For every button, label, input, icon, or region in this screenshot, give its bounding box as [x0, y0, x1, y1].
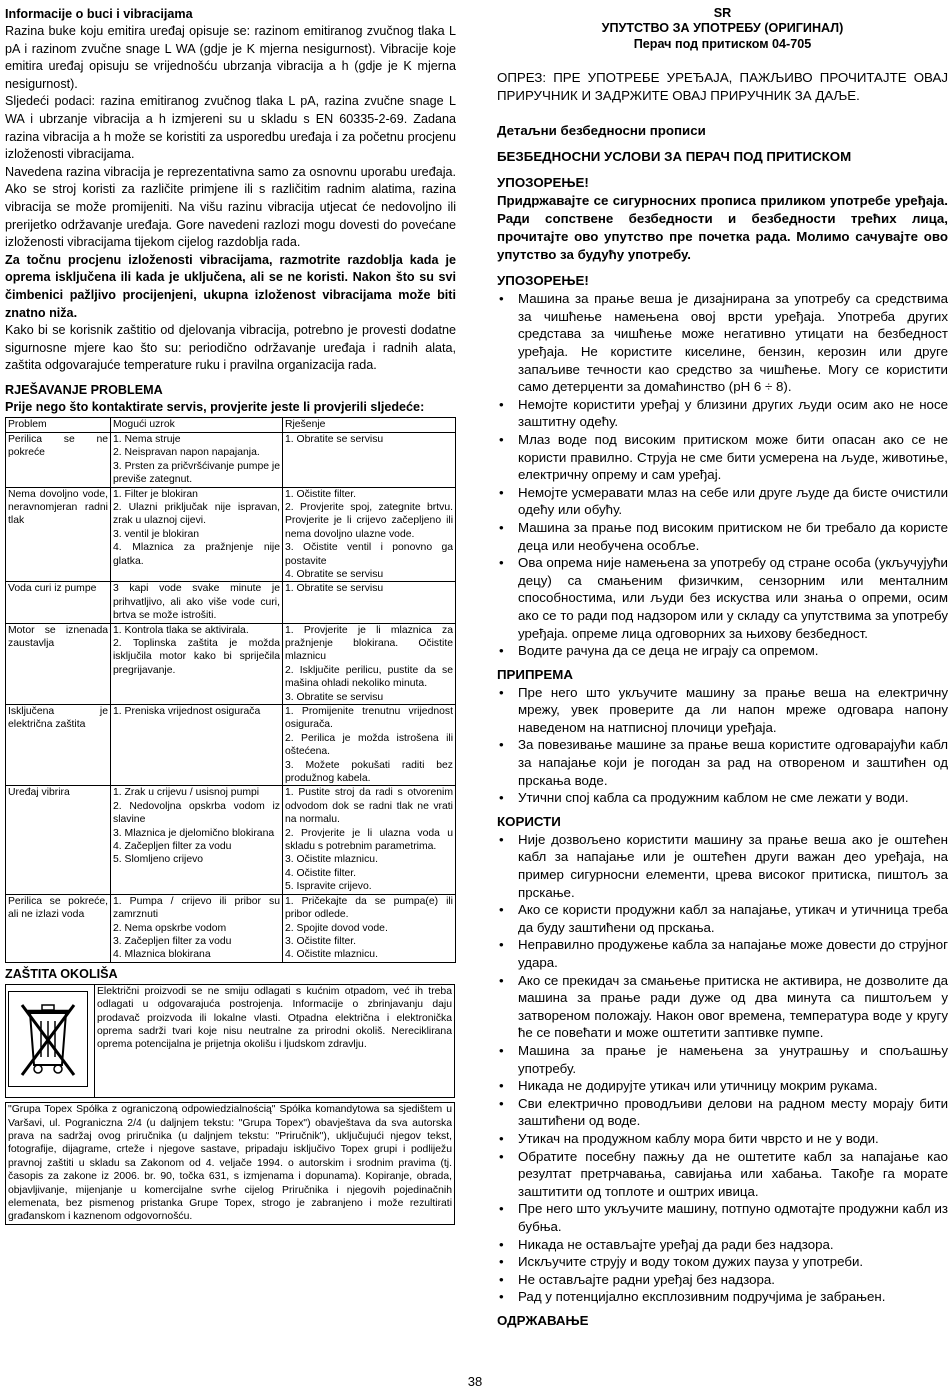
list-item: • Неправилно продужење кабла за напајање може довести до струјног удара.: [497, 936, 948, 971]
list-item: • Никада не додирујте утикач или утичницу мокрим рукама.: [497, 1077, 948, 1095]
cause-line: 1. Nema struje: [113, 433, 181, 445]
table-row: [6, 487, 456, 582]
table-row: [6, 432, 456, 487]
cause-line: 2. Neispravan napon napajanja.: [113, 447, 260, 459]
problem-cell: Perilica se pokreće, ali ne izlazi voda: [6, 894, 111, 962]
use-title: КОРИСТИ: [497, 813, 561, 829]
solution-line: 3. Očistite ventil i ponovno ga postavite: [285, 542, 453, 567]
manual-title: УПУТСТВО ЗА УПОТРЕБУ (ОРИГИНАЛ): [601, 21, 844, 36]
cause-line: 1. Zrak u crijevu / usisnoj pumpi: [113, 787, 260, 799]
header-problem: Problem: [6, 418, 111, 432]
problem-cell: Nema dovoljno vode, neravnomjeran radni tlak: [6, 487, 111, 582]
solution-cell: [283, 487, 456, 582]
solution-cell: [283, 432, 456, 487]
environment-table: [5, 984, 455, 1098]
noise-paragraph-4: Za točnu procjenu izloženosti vibracijama, razmotrite razdoblja kada je oprema isključena ili kada je uključena, ali se ne koristi. Nakon što su svi čimbenici pažljivo procijenjeni, ukupna izloženost vibracijama može biti znatno niža.: [5, 252, 456, 320]
table-row: [6, 582, 456, 623]
cause-cell: [111, 894, 283, 962]
list-item: • Машина за прање под високим притиском не би требало да користе деца или необучена особље.: [497, 519, 948, 554]
list-item: • Пре него што укључите машину, потпуно одмотајте продужни кабл из бубња.: [497, 1200, 948, 1235]
list-item: • Водите рачуна да се деца не играју са опремом.: [497, 642, 948, 660]
problem-cell: Perilica se ne pokreće: [6, 432, 111, 487]
cause-line: 1. Filter je blokiran: [113, 488, 198, 500]
cause-line: 3. Začepljen filter za vodu: [113, 935, 232, 947]
cause-line: 5. Slomljeno crijevo: [113, 854, 204, 866]
list-item: • Никада не остављајте уређај да ради без надзора.: [497, 1236, 948, 1254]
product-subtitle: Перач под притиском 04-705: [633, 36, 812, 51]
cause-cell: [111, 487, 283, 582]
list-item: • Сви електрично проводљиви делови на радном месту морају бити заштићени од воде.: [497, 1095, 948, 1130]
noise-title: Informacije o buci i vibracijama: [5, 7, 193, 21]
maintenance-title: ОДРЖАВАЊЕ: [497, 1312, 589, 1328]
list-item: • Машина за прање је намењена за унутрашњу и спољашњу употребу.: [497, 1042, 948, 1077]
list-item: • Немојте усмеравати млаз на себе или друге људе да бисте очистили одећу или обућу.: [497, 484, 948, 519]
solution-cell: [283, 786, 456, 894]
right-column: [497, 6, 948, 1330]
list-item: • Обратите посебну пажњу да не оштетите кабл за напајање као резултат претрчавања, савијања или хабања. Такође га морате заштитити од топлоте и оштрих ивица.: [497, 1148, 948, 1201]
list-item: • Млаз воде под високим притиском може бити опасан ако се не користи правилно. Струја не сме бити усмерена на људе, животиње, електричну опрему и сам уређај.: [497, 431, 948, 484]
problem-cell: Motor se iznenada zaustavlja: [6, 623, 111, 704]
cause-line: 3. Prsten za pričvršćivanje pumpe je previše zategnut.: [113, 460, 280, 486]
solution-line: 1. Pustite stroj da radi s otvorenim odvodom dok se radni tlak ne vrati na normalu.: [285, 787, 453, 826]
preparation-list: [497, 684, 948, 807]
solution-line: 1. Obratite se servisu: [285, 433, 384, 445]
left-column: [5, 6, 456, 1225]
list-item: • Не остављајте радни уређај без надзора.: [497, 1271, 948, 1289]
troubleshooting-intro: Prije nego što kontaktirate servis, provjerite jeste li provjerili sljedeće:: [5, 399, 425, 414]
list-item: • Машина за прање веша је дизајнирана за употребу са средствима за чишћење намењена овој врсти уређаја. Употреба других средстава за чишћење може негативно утицати на безбедност уређаја. Не користите киселине, бензин, керозин или друге запаљиве течности као средство за чишћење. Могу се користити само детерџенти за домаћинство (pH 6 ÷ 8).: [497, 290, 948, 396]
solution-line: 2. Perilica je možda istrošena ili oštećena.: [285, 732, 453, 758]
list-item: • Ако се користи продужни кабл за напајање, утикач и утичница треба да буду заштићени од прскања.: [497, 901, 948, 936]
cause-line: 1. Pumpa / crijevo ili pribor su zamrznuti: [113, 895, 280, 921]
cause-line: 2. Ulazni priključak nije ispravan, zrak u ulaznoj cijevi.: [113, 501, 280, 527]
cause-line: 3. Mlaznica je djelomično blokirana: [113, 827, 275, 839]
noise-paragraph-2: Sljedeći podaci: razina emitiranog zvučnog tlaka L pA, razina zvučne snage L WA i ubrzanje vibracija a h izmjereni su u skladu s EN 60335-2-69. Zadana razina vibracija a h može se koristiti za usporedbu uređaja i za početnu procjenu izloženosti vibracijama.: [5, 94, 456, 162]
cause-line: 2. Toplinska zaštita je možda isključila motor kako bi spriječila pregrijavanje.: [113, 637, 280, 676]
cause-line: 4. Mlaznica za pražnjenje nije glatka.: [113, 542, 280, 567]
solution-line: 1. Provjerite je li mlaznica za pražnjenje blokirana. Očistite mlaznicu: [285, 624, 453, 663]
solution-line: 2. Spojite dovod vode.: [285, 922, 388, 934]
safety-title: БЕЗБЕДНОСНИ УСЛОВИ ЗА ПЕРАЧ ПОД ПРИТИСКОМ: [497, 149, 852, 165]
troubleshooting-table: [5, 417, 456, 962]
cause-cell: [111, 786, 283, 894]
solution-line: 4. Očistite filter.: [285, 867, 357, 879]
list-item: • Рад у потенцијално експлозивним подручјима је забрањен.: [497, 1288, 948, 1306]
solution-line: 2. Isključite perilicu, pustite da se mašina ohladi nekoliko minuta.: [285, 664, 453, 690]
cause-line: 1. Preniska vrijednost osigurača: [113, 706, 261, 717]
problem-cell: Isključena je električna zaštita: [6, 705, 111, 786]
cause-line: 3. ventil je blokiran: [113, 528, 200, 540]
solution-line: 3. Obratite se servisu: [285, 691, 384, 703]
list-item: • Утични спој кабла са продужним каблом не сме лежати у води.: [497, 789, 948, 807]
solution-line: 3. Očistite mlaznicu.: [285, 854, 378, 866]
detailed-rules-heading: Детаљни безбедносни прописи: [497, 123, 706, 139]
cause-line: 3 kapi vode svake minute je prihvatljivo, ali ako više vode curi, brtva se može istrošiti.: [113, 583, 280, 622]
cause-line: 2. Nema opskrbe vodom: [113, 922, 227, 934]
list-item: • Ова опрема није намењена за употребу од стране особа (укључујући децу) са смањеним физичким, сензорним или менталним способностима, или људи без искуства или знања о опреми, осим ако се то ради под надзором или у складу са упутствима за употребу уређаја. опреме лица одговорних за њихову безбедност.: [497, 554, 948, 642]
crossed-bin-icon: [8, 991, 88, 1087]
list-item: • Пре него што укључите машину за прање веша на електричну мрежу, увек проверите да ли напон мреже одговара напону наведеном на натписној плочици уређаја.: [497, 684, 948, 737]
use-list: [497, 831, 948, 1306]
header-cause: Mogući uzrok: [111, 418, 283, 432]
solution-line: 4. Očistite mlaznicu.: [285, 949, 378, 961]
solution-line: 3. Očistite filter.: [285, 935, 357, 947]
troubleshooting-title: RJEŠAVANJE PROBLEMA: [5, 382, 163, 397]
environment-title: ZAŠTITA OKOLIŠA: [5, 966, 118, 981]
warning-2-title: УПОЗОРЕЊЕ!: [497, 273, 589, 289]
list-item: • Утикач на продужном каблу мора бити чврсто и не у води.: [497, 1130, 948, 1148]
list-item: • Немојте користити уређај у близини других људи осим ако не носе заштитну одећу.: [497, 396, 948, 431]
solution-line: 2. Provjerite spoj, zategnite brtvu. Provjerite je li crijevo začepljeno ili nema dovoljno ulazne vode.: [285, 501, 453, 540]
cause-line: 4. Mlaznica blokirana: [113, 949, 211, 961]
noise-paragraph-3: Navedena razina vibracija je reprezentativna samo za osnovnu uporabu uređaja. Ako se stroj koristi za različite primjene ili s različitim radnim alatima, razina vibracija se može promijeniti. Na višu razinu vibracija utjecat će nedovoljno ili prerijetko održavanje uređaja. Gore navedeni razlozi mogu dovesti do povećane izloženosti vibracijama tijekom cijelog razdoblja rada.: [5, 164, 456, 250]
recycle-bin-cell: [6, 984, 95, 1097]
cause-line: 1. Kontrola tlaka se aktivirala.: [113, 624, 249, 636]
cause-cell: [111, 705, 283, 786]
caution-intro: ОПРЕЗ: ПРЕ УПОТРЕБЕ УРЕЂАЈА, ПАЖЉИВО ПРОЧИТАЈТЕ ОВАЈ ПРИРУЧНИК И ЗАДРЖИТЕ ОВАЈ ПРИРУЧНИК ЗА ДАЉЕ.: [497, 70, 948, 104]
list-item: • Није дозвољено користити машину за прање веша ако је оштећен кабл за напајање или је оштећен други важан део уређаја, на пример сигурносни елементи, црева високог притиска, пиштољ за прскање.: [497, 831, 948, 901]
cause-line: 2. Nedovoljna opskrba vodom iz slavine: [113, 800, 280, 826]
copyright-notice: "Grupa Topex Spółka z ograniczoną odpowiedzialnością" Spółka komandytowa sa sjedištem u Varšavi, ul. Pograniczna 2/4 (u daljnjem tekstu: "Grupa Topex") obavještava da sva autorska prava na sadržaj ovog priručnika (u daljnjem tekstu: "Priručnik"), uključujući njegov tekst, fotografije, dijagrame, crteže i njegove sastave, pripadaju isključivo Topex grupi i podliježu pravnoj zaštiti u skladu sa Zakonom od 4. veljače 1994. o autorskim i srodnim pravima (tj. časopis za zakone iz 2006. br. 90, točka 631, s izmjenama i dopunama). Kopiranje, obrada, objavljivanje, mijenjanje u komercijalne svrhe cijelog Priručnika i njegovih pojedinačnih elemenata, bez pismenog pristanka Grupe Topex, strogo je zabranjeno i može rezultirati građanskom i kaznenom odgovornošću.: [5, 1102, 455, 1225]
list-item: • За повезивање машине за прање веша користите одговарајући кабл за напајање који је погодан за рад на отвореном и заштићен од прскања воде.: [497, 736, 948, 789]
solution-line: 1. Promijenite trenutnu vrijednost osigurača.: [285, 706, 453, 731]
solution-line: 1. Obratite se servisu: [285, 583, 384, 595]
warning-1-text: Придржавајте се сигурносних прописа приликом употребе уређаја. Ради сопствене безбедности и безбедности трећих лица, прочитајте ово упутство пре почетка рада. Молимо сачувајте ово упутство за будућу употребу.: [497, 193, 948, 263]
solution-line: 1. Očistite filter.: [285, 488, 357, 500]
solution-cell: [283, 705, 456, 786]
solution-line: 3. Možete pokušati raditi bez produžnog kabela.: [285, 759, 453, 785]
page-number: 38: [467, 1374, 483, 1387]
environment-text: Električni proizvodi se ne smiju odlagati s kućnim otpadom, već ih treba odlagati u odgovarajuća postrojenja. Informacije o zbrinjavanju daju prodavač proizvoda ili lokalne vlasti. Otpadna električna i elektronička oprema sadrži tvari koje nisu neutralne za prirodni okoliš. Nereciklirana oprema potencijalna je prijetnja okolišu i ljudskom zdravlju.: [95, 984, 455, 1097]
cause-cell: [111, 432, 283, 487]
solution-cell: [283, 623, 456, 704]
table-row: [6, 894, 456, 962]
table-row: [6, 786, 456, 894]
warning-1-title: УПОЗОРЕЊЕ!: [497, 175, 589, 191]
cause-cell: [111, 623, 283, 704]
table-row: [6, 623, 456, 704]
problem-cell: Voda curi iz pumpe: [6, 582, 111, 623]
cause-line: 4. Začepljen filter za vodu: [113, 841, 232, 853]
solution-line: 2. Provjerite je li ulazna voda u skladu s potrebnim parametrima.: [285, 827, 453, 853]
problem-cell: Uređaj vibrira: [6, 786, 111, 894]
list-item: • Ако се прекидач за смањење притиска не активира, не дозволите да машина за прање ради дуже од два минута са пиштољем у затвореном положају. Након овог времена, температура воде у кругу ће се повећати и може оштетити заптивке пумпе.: [497, 972, 948, 1042]
list-item: • Искључите струју и воду током дужих пауза у употреби.: [497, 1253, 948, 1271]
header-solution: Rješenje: [283, 418, 456, 432]
preparation-title: ПРИПРЕМА: [497, 666, 573, 682]
language-code: SR: [713, 6, 732, 20]
noise-paragraph-5: Kako bi se korisnik zaštitio od djelovanja vibracija, potrebno je provesti dodatne sigurnosne mjere kao što su: periodično održavanje uređaja i radnih alata, zaštita odgovarajuće temperature ruku i pravilna organizacija rada.: [5, 323, 456, 373]
solution-line: 5. Ispravite crijevo.: [285, 881, 372, 893]
noise-paragraph-1: Razina buke koju emitira uređaj opisuje se: razinom emitiranog zvučnog tlaka L pA i razinom zvučne snage L WA (gdje je K mjerna nesigurnost). Vibracije koje emitira uređaj opisuju se vrijednošću ubrzanja vibracija a h (gdje je K mjerna nesigurnost).: [5, 24, 456, 91]
solution-cell: [283, 582, 456, 623]
warning-list: [497, 290, 948, 659]
cause-cell: [111, 582, 283, 623]
solution-line: 4. Obratite se servisu: [285, 568, 384, 580]
solution-cell: [283, 894, 456, 962]
solution-line: 1. Pričekajte da se pumpa(e) ili pribor odlede.: [285, 895, 453, 921]
table-row: [6, 705, 456, 786]
table-header-row: [6, 418, 456, 432]
